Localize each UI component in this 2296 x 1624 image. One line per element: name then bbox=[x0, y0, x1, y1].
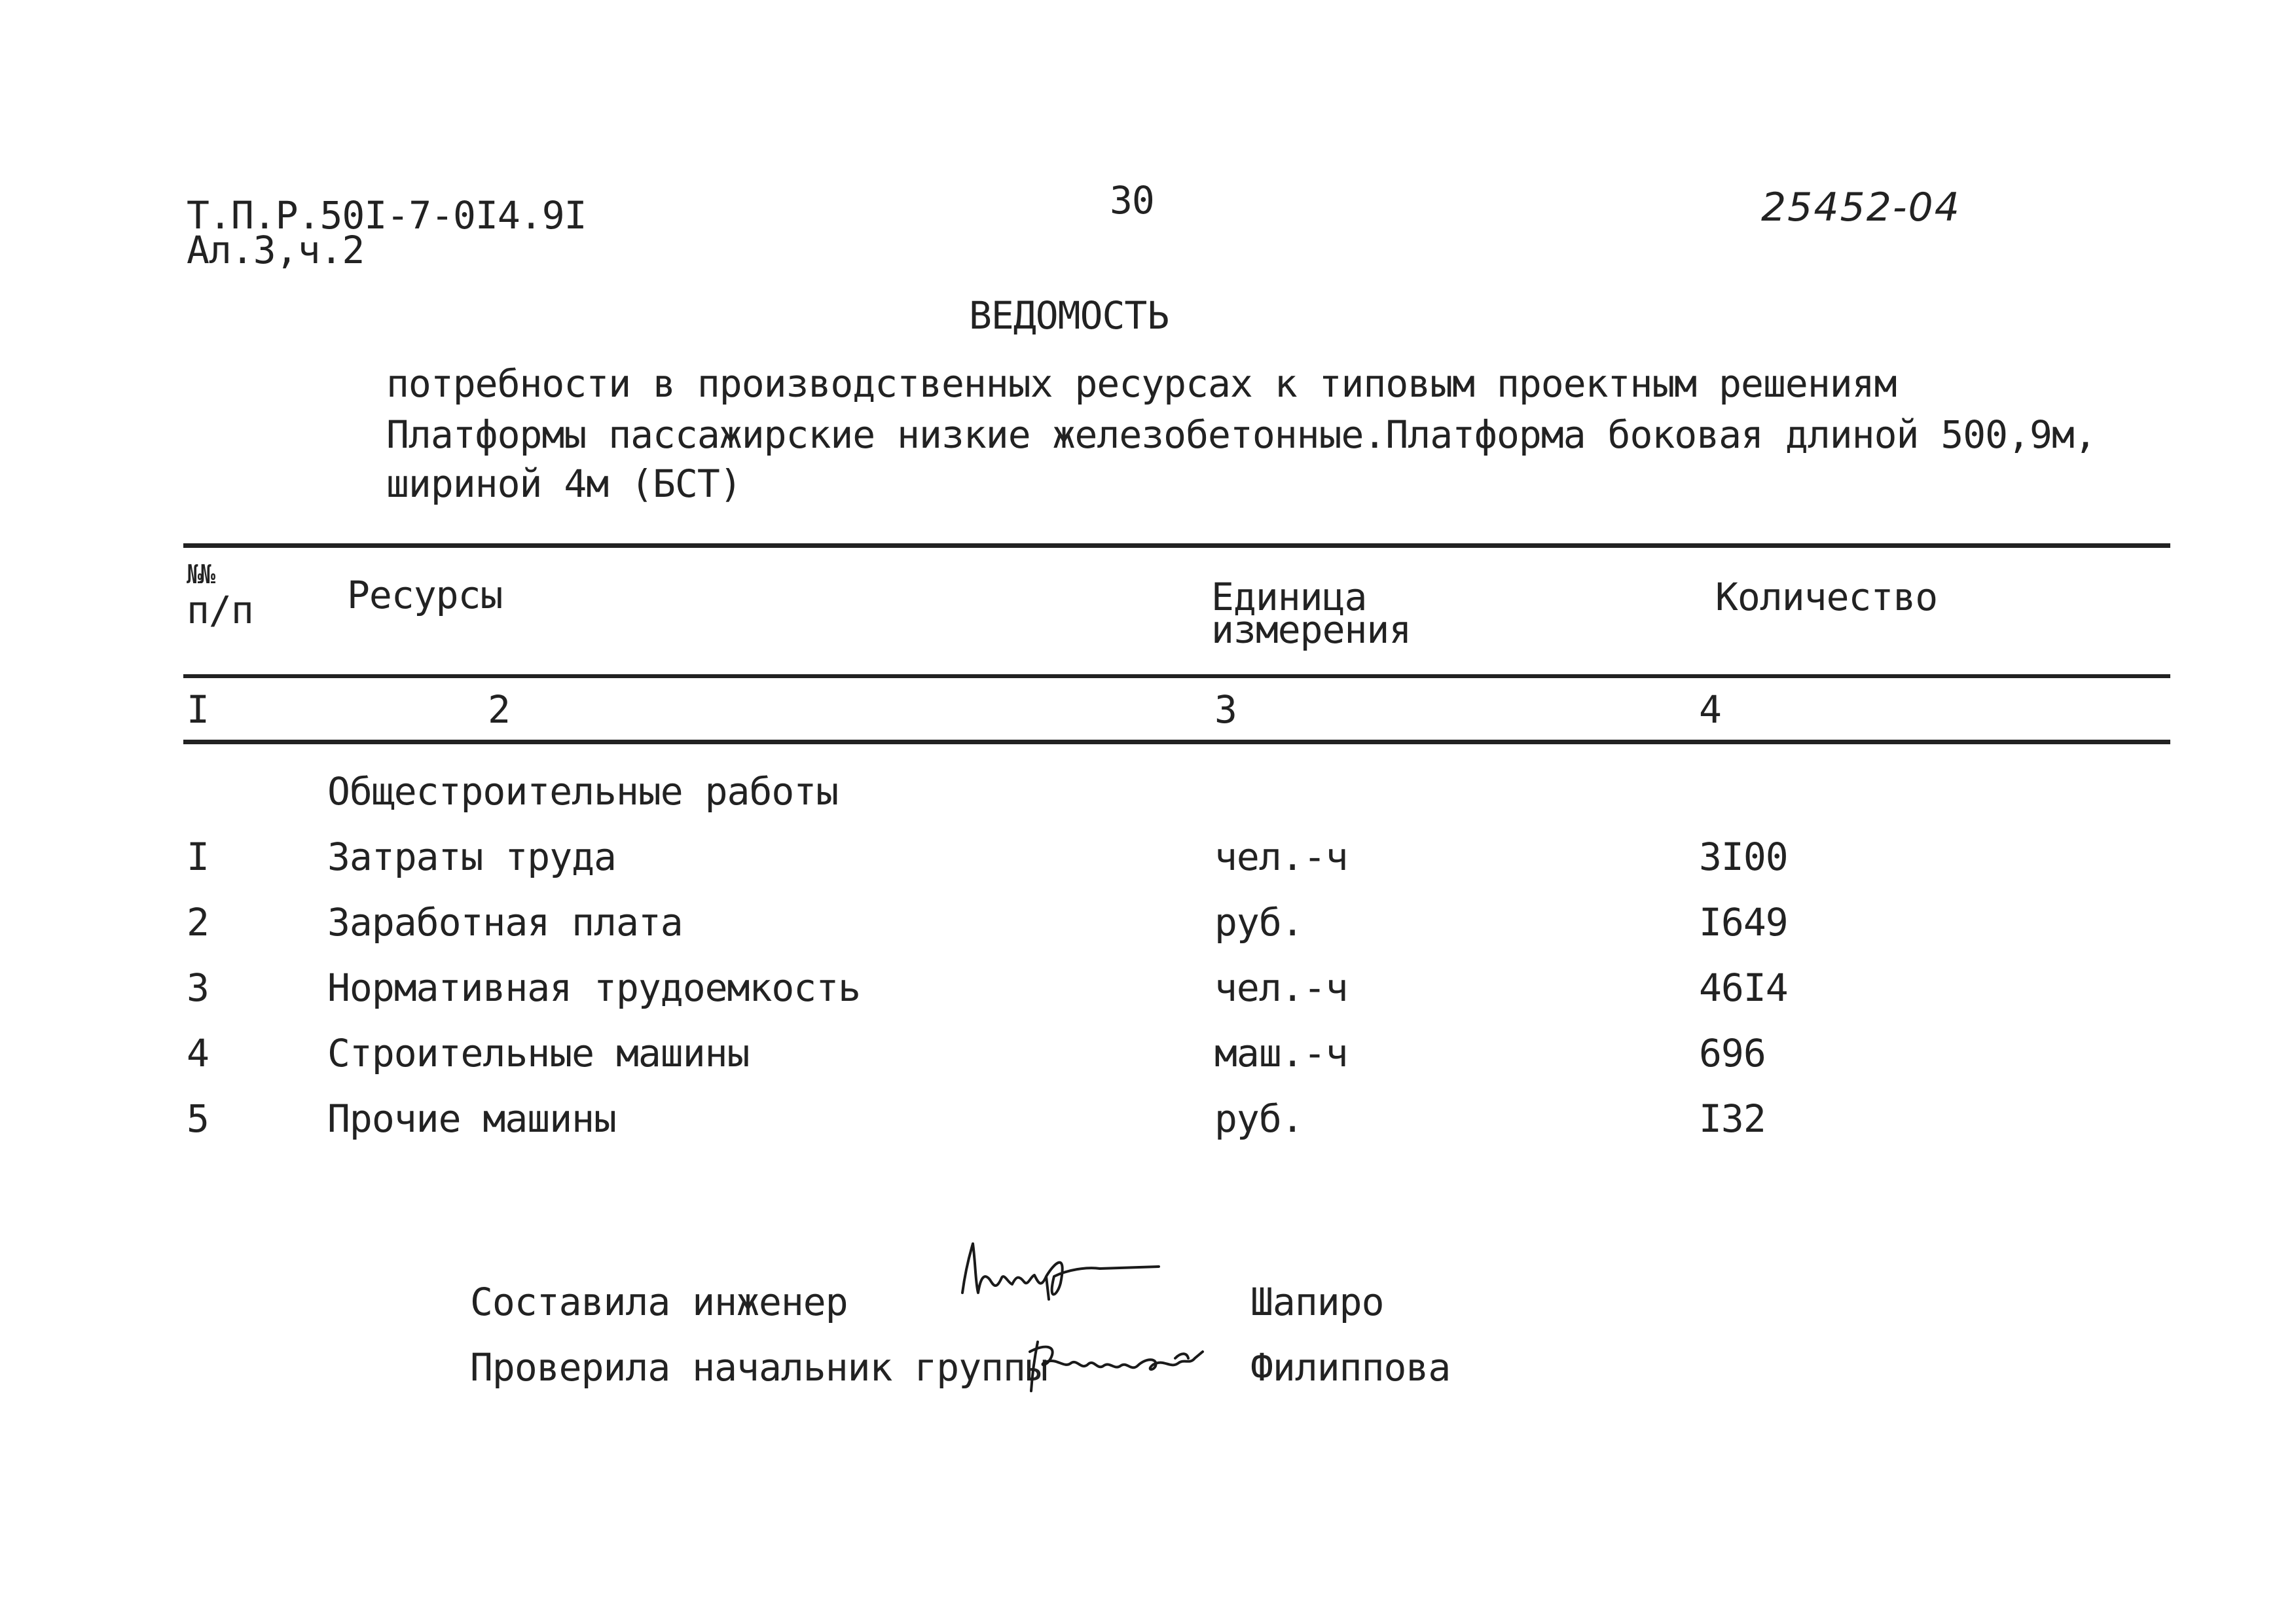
row-quantity: 696 bbox=[1699, 1031, 1766, 1075]
table-top-rule bbox=[183, 543, 2170, 548]
row-resource: Строительные машины bbox=[327, 1031, 750, 1075]
column-number: 2 bbox=[488, 687, 510, 732]
column-number: 3 bbox=[1214, 687, 1237, 732]
row-number: 4 bbox=[187, 1031, 209, 1075]
page-number: 30 bbox=[1110, 178, 1154, 223]
subtitle-line-3: шириной 4м (БСТ) bbox=[386, 461, 742, 506]
album-part: Ал.3,ч.2 bbox=[187, 228, 365, 272]
subtitle-line-1: потребности в производственных ресурсах к типовым проектным решениям bbox=[386, 361, 1897, 406]
compiled-by-role: Составила инженер bbox=[470, 1280, 848, 1324]
checked-by-role: Проверила начальник группы bbox=[470, 1345, 1048, 1390]
row-resource: Нормативная трудоемкость bbox=[327, 965, 861, 1010]
row-unit: чел.-ч bbox=[1214, 835, 1348, 879]
header-num-top: №№ bbox=[187, 560, 213, 590]
checked-by-name: Филиппова bbox=[1250, 1345, 1451, 1390]
column-numbers-rule bbox=[183, 740, 2170, 744]
subtitle-line-2: Платформы пассажирские низкие железобетонные.Платформа боковая длиной 500,9м, bbox=[386, 412, 2096, 457]
row-quantity: 46I4 bbox=[1699, 965, 1788, 1010]
row-number: 5 bbox=[187, 1096, 209, 1141]
row-quantity: 3I00 bbox=[1699, 835, 1788, 879]
row-number: 3 bbox=[187, 965, 209, 1010]
row-resource: Заработная плата bbox=[327, 900, 683, 945]
row-quantity: I649 bbox=[1699, 900, 1788, 945]
header-num-bottom: п/п bbox=[187, 588, 253, 632]
document-title: ВЕДОМОСТЬ bbox=[969, 293, 1169, 338]
section-title: Общестроительные работы bbox=[327, 769, 839, 814]
row-unit: руб. bbox=[1214, 900, 1303, 945]
column-number: 4 bbox=[1699, 687, 1721, 732]
inventory-number: 25452-04 bbox=[1761, 185, 1961, 230]
row-number: I bbox=[187, 835, 209, 879]
row-number: 2 bbox=[187, 900, 209, 945]
row-resource: Прочие машины bbox=[327, 1096, 616, 1141]
header-unit-line2: измерения bbox=[1211, 607, 1412, 652]
row-unit: чел.-ч bbox=[1214, 965, 1348, 1010]
document-code: Т.П.Р.50I-7-0I4.9I bbox=[187, 193, 587, 238]
header-unit-line1: Единица bbox=[1211, 575, 1367, 619]
header-quantity: Количество bbox=[1715, 575, 1938, 619]
signature-shapiro bbox=[956, 1237, 1178, 1309]
signature-filippova bbox=[1018, 1332, 1241, 1404]
header-bottom-rule bbox=[183, 674, 2170, 678]
column-number: I bbox=[187, 687, 209, 732]
compiled-by-name: Шапиро bbox=[1250, 1280, 1384, 1324]
row-resource: Затраты труда bbox=[327, 835, 616, 879]
header-resources: Ресурсы bbox=[347, 573, 503, 617]
row-quantity: I32 bbox=[1699, 1096, 1766, 1141]
row-unit: руб. bbox=[1214, 1096, 1303, 1141]
row-unit: маш.-ч bbox=[1214, 1031, 1348, 1075]
